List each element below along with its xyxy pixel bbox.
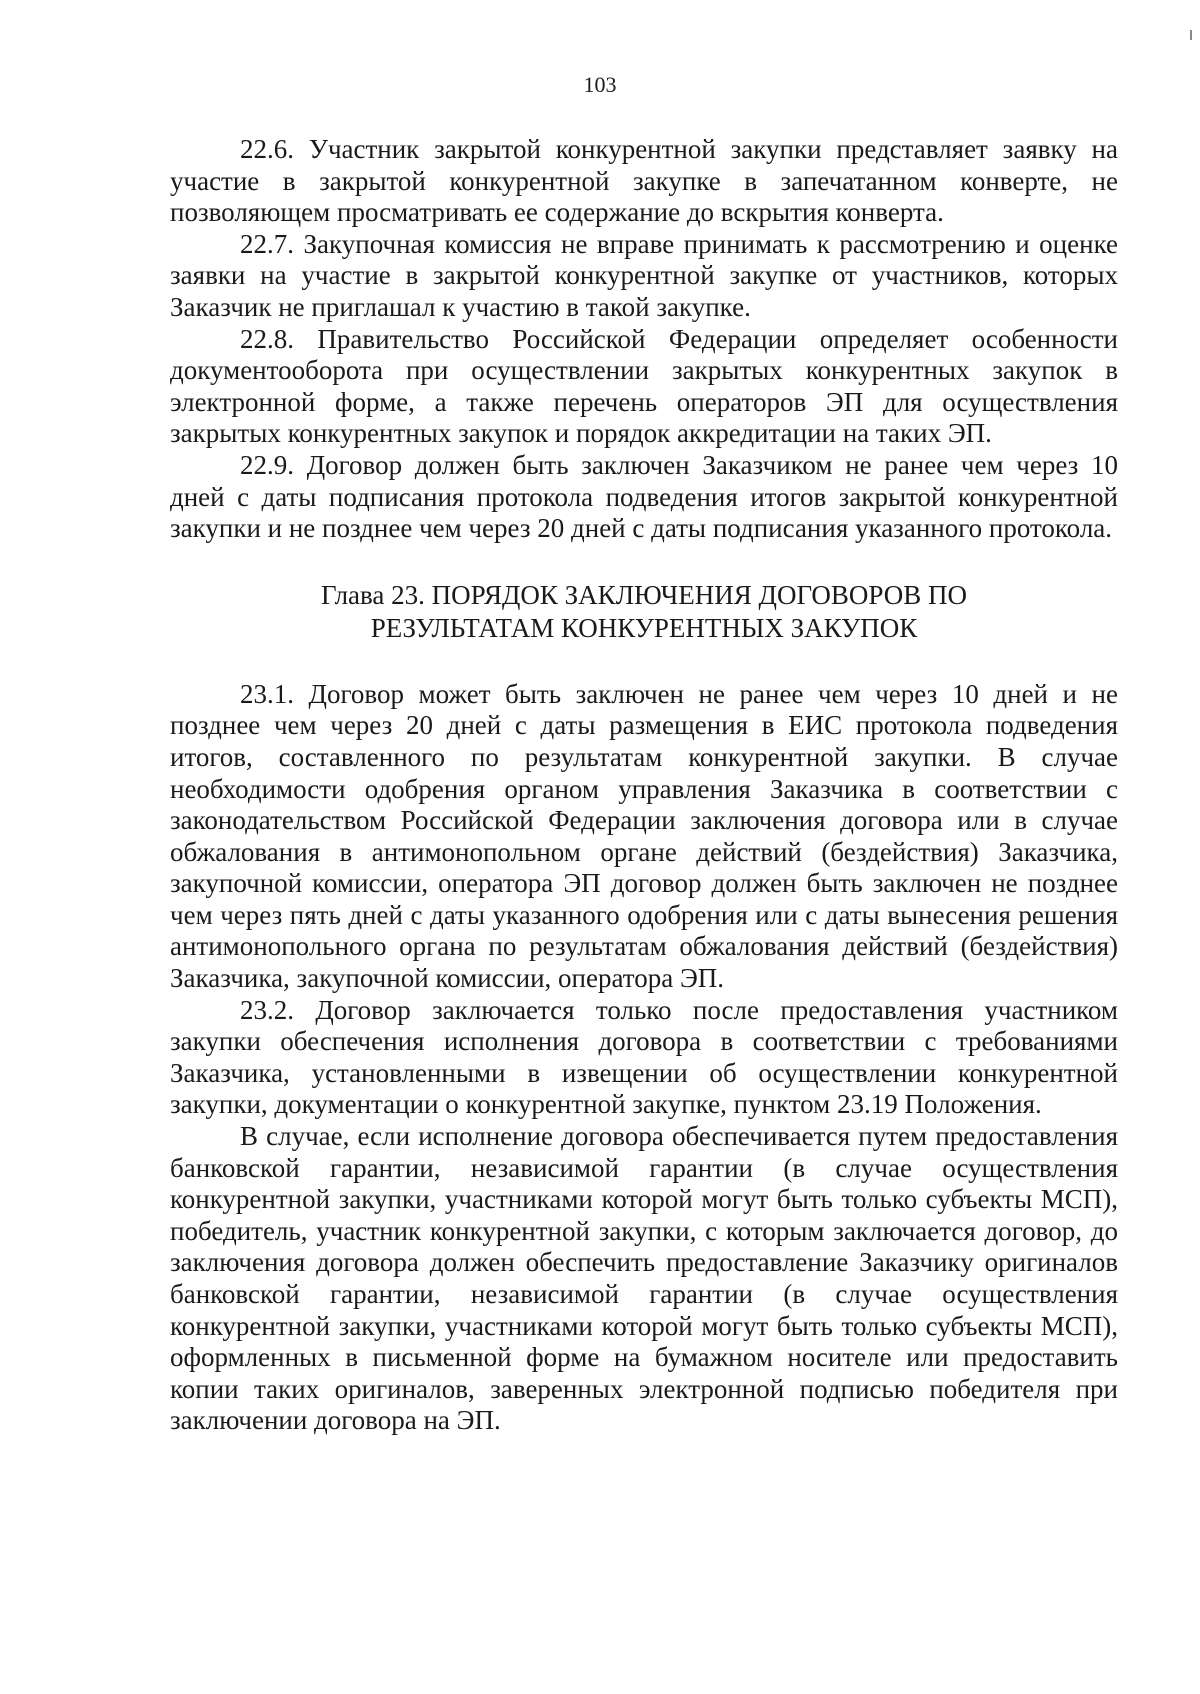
page-number: 103 [583, 72, 617, 97]
document-body [170, 134, 1118, 1437]
chapter-heading [170, 579, 1118, 645]
paragraph-22-9: 22.9. Договор должен быть заключен Заказчиком не ранее чем через 10 дней с даты подписания протокола подведения итогов закрытой конкурентной закупки и не позднее чем через 20 дней с даты подписания указанного протокола. [170, 449, 1118, 544]
paragraph-23-2-continued: В случае, если исполнение договора обеспечивается путем предоставления банковской гарантии, независимой гарантии (в случае осуществления конкурентной закупки, участниками которой могут быть только субъекты МСП), победитель, участник конкурентной закупки, с которым заключается договор, до заключения договора должен обеспечить предоставление Заказчику оригиналов банковской гарантии, независимой гарантии (в случае осуществления конкурентной закупки, участниками которой могут быть только субъекты МСП), оформленных в письменной форме на бумажном носителе или предоставить копии таких оригиналов, заверенных электронной подписью победителя при заключении договора на ЭП. [170, 1121, 1118, 1436]
paragraph-22-6: 22.6. Участник закрытой конкурентной закупки представляет заявку на участие в закрытой конкурентной закупке в запечатанном конверте, не позволяющем просматривать ее содержание до вскрытия конверта. [170, 134, 1118, 228]
scan-edge-mark [1190, 30, 1192, 40]
paragraph-22-7: 22.7. Закупочная комиссия не вправе принимать к рассмотрению и оценке заявки на участие в закрытой конкурентной закупке от участников, которых Заказчик не приглашал к участию в такой закупке. [170, 228, 1118, 322]
paragraph-23-1: 23.1. Договор может быть заключен не ранее чем через 10 дней и не позднее чем через 20 дней с даты размещения в ЕИС протокола подведения итогов, составленного по результатам конкурентной закупки. В случае необходимости одобрения органом управления Заказчика в соответствии с законодательством Российской Федерации заключения договора или в случае обжалования в антимонопольном органе действий (бездействия) Заказчика, закупочной комиссии, оператора ЭП договор должен быть заключен не позднее чем через пять дней с даты указанного одобрения или с даты вынесения решения антимонопольного органа по результатам обжалования действий (бездействия) Заказчика, закупочной комиссии, оператора ЭП. [170, 678, 1118, 994]
paragraph-23-2: 23.2. Договор заключается только после предоставления участником закупки обеспечения исполнения договора в соответствии с требованиями Заказчика, установленными в извещении об осуществлении конкурентной закупки, документации о конкурентной закупке, пунктом 23.19 Положения. [170, 994, 1118, 1120]
chapter-heading-line-1: Глава 23. ПОРЯДОК ЗАКЛЮЧЕНИЯ ДОГОВОРОВ ПО [321, 579, 967, 610]
paragraph-22-8: 22.8. Правительство Российской Федерации определяет особенности документооборота при осуществлении закрытых конкурентных закупок в электронной форме, а также перечень операторов ЭП для осуществления закрытых конкурентных закупок и порядок аккредитации на таких ЭП. [170, 323, 1118, 449]
chapter-heading-line-2: РЕЗУЛЬТАТАМ КОНКУРЕНТНЫХ ЗАКУПОК [370, 612, 918, 643]
